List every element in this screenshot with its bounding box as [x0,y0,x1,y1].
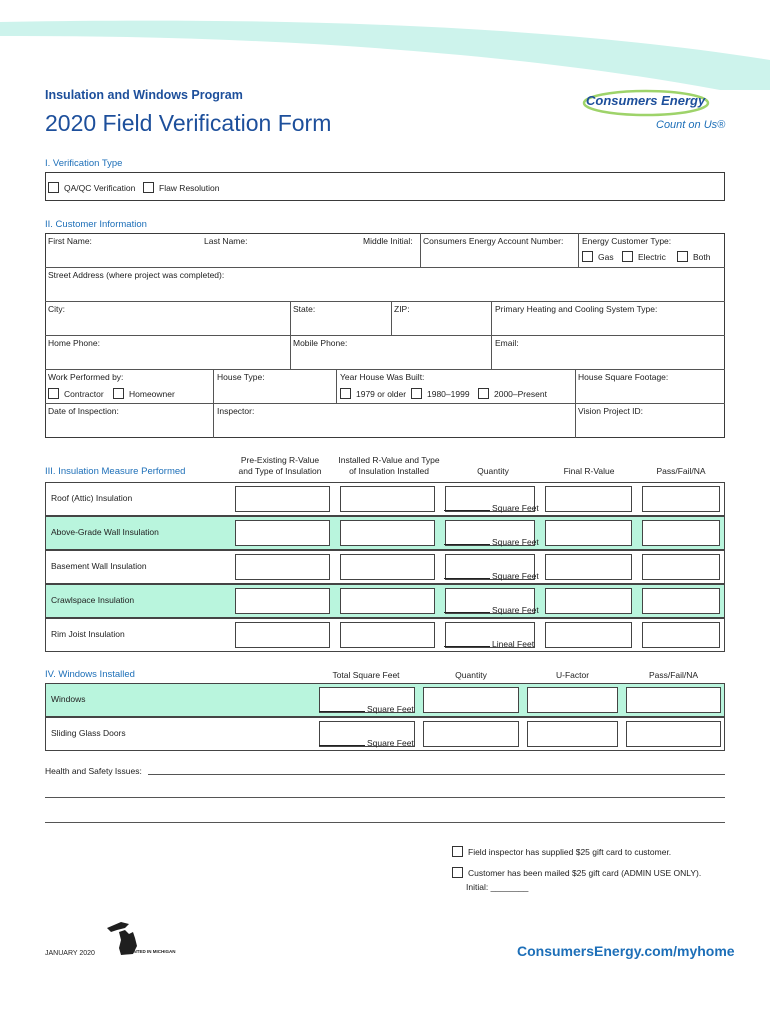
year-2000-checkbox[interactable] [478,388,489,399]
col-final-r-value: Final R-Value [563,466,615,476]
heating-system-field[interactable]: Primary Heating and Cooling System Type: [495,304,658,314]
gas-checkbox[interactable] [582,251,593,262]
insulation-row-label: Basement Wall Insulation [51,561,147,571]
windows-row-label: Sliding Glass Doors [51,728,126,738]
street-address-field[interactable]: Street Address (where project was completed): [48,270,225,280]
vision-project-id-field[interactable]: Vision Project ID: [578,406,644,416]
windows-sqft-unit [319,704,414,714]
inspection-date-field[interactable]: Date of Inspection: [48,406,119,416]
homeowner-label: Homeowner [129,389,175,399]
state-field[interactable]: State: [293,304,316,314]
footer-date: JANUARY 2020 [45,950,95,957]
gift-supplied-label: Field inspector has supplied $25 gift card to customer. [468,847,672,857]
flaw-resolution-label: Flaw Resolution [159,183,220,193]
health-safety-line-1[interactable] [148,774,725,775]
type-electric-option[interactable] [622,251,666,262]
year-1979-option[interactable] [340,388,406,399]
year-1980-label: 1980–1999 [427,389,470,399]
col-window-pass-fail: Pass/Fail/NA [648,670,699,680]
windows-input-cell[interactable] [423,721,519,747]
insulation-input-cell[interactable] [545,520,632,546]
first-name-field[interactable]: First Name: [48,236,92,246]
insulation-unit-label: Square Feet [492,605,539,615]
middle-initial-field[interactable]: Middle Initial: [363,236,413,246]
windows-input-cell[interactable] [626,721,721,747]
insulation-quantity-unit [444,605,539,615]
email-field[interactable]: Email: [495,338,519,348]
year-1979-label: 1979 or older [356,389,407,399]
insulation-unit-label: Square Feet [492,571,539,581]
insulation-input-cell[interactable] [545,486,632,512]
contractor-label: Contractor [64,389,104,399]
insulation-row-label: Above-Grade Wall Insulation [51,527,159,537]
customer-type-label: Energy Customer Type: [582,236,672,246]
insulation-input-cell[interactable] [340,520,435,546]
city-field[interactable]: City: [48,304,65,314]
electric-checkbox[interactable] [622,251,633,262]
windows-input-cell[interactable] [626,687,721,713]
contractor-checkbox[interactable] [48,388,59,399]
insulation-input-cell[interactable] [340,554,435,580]
insulation-input-cell[interactable] [340,588,435,614]
house-sqft-field[interactable]: House Square Footage: [578,372,669,382]
col-pass-fail: Pass/Fail/NA [656,466,706,476]
footer-url-link[interactable]: ConsumersEnergy.com/myhome [517,943,735,959]
insulation-quantity-unit [444,537,539,547]
col-quantity: Quantity [477,466,509,476]
gift-card-mailed-option[interactable] [452,867,701,878]
zip-field[interactable]: ZIP: [394,304,410,314]
qa-qc-checkbox[interactable] [48,182,59,193]
health-safety-line-3[interactable] [45,822,725,823]
year-1980-checkbox[interactable] [411,388,422,399]
qa-qc-option[interactable] [48,182,135,193]
insulation-input-cell[interactable] [642,520,720,546]
type-gas-option[interactable] [582,251,614,262]
insulation-input-cell[interactable] [642,554,720,580]
consumers-energy-logo [580,84,725,136]
contractor-option[interactable] [48,388,104,399]
homeowner-option[interactable] [113,388,175,399]
house-type-field[interactable]: House Type: [217,372,265,382]
windows-sqft-unit [319,738,414,748]
col-window-quantity: Quantity [455,670,487,680]
section-verification-type: I. Verification Type [45,158,123,169]
col-pre-existing-line2: and Type of Insulation [238,466,322,476]
insulation-input-cell[interactable] [235,588,330,614]
insulation-row-label: Crawlspace Insulation [51,595,135,605]
insulation-input-cell[interactable] [545,588,632,614]
insulation-row-label: Roof (Attic) Insulation [51,493,133,503]
gift-supplied-checkbox[interactable] [452,846,463,857]
electric-label: Electric [638,252,666,262]
col-installed [335,455,443,477]
header-swoosh [0,0,770,90]
both-label: Both [693,252,711,262]
windows-input-cell[interactable] [423,687,519,713]
insulation-unit-label: Square Feet [492,537,539,547]
last-name-field[interactable]: Last Name: [204,236,248,246]
windows-row-label: Windows [51,694,86,704]
insulation-input-cell[interactable] [235,520,330,546]
insulation-input-cell[interactable] [340,486,435,512]
year-2000-option[interactable] [478,388,547,399]
insulation-input-cell[interactable] [545,622,632,648]
year-built-label: Year House Was Built: [340,372,425,382]
gift-card-supplied-option[interactable] [452,846,671,857]
program-name: Insulation and Windows Program [45,88,243,102]
logo-wordmark: Consumers Energy [586,93,706,108]
col-pre-existing [230,455,330,477]
section-customer-info: II. Customer Information [45,219,147,230]
home-phone-field[interactable]: Home Phone: [48,338,100,348]
insulation-input-cell[interactable] [545,554,632,580]
mobile-phone-field[interactable]: Mobile Phone: [293,338,348,348]
both-checkbox[interactable] [677,251,688,262]
insulation-quantity-unit [444,503,539,513]
printed-note: PRINTED IN MICHIGAN [126,949,176,954]
insulation-quantity-unit [444,571,539,581]
health-safety-line-2[interactable] [45,797,725,798]
type-both-option[interactable] [677,251,711,262]
qa-qc-label: QA/QC Verification [64,183,136,193]
health-safety-label: Health and Safety Issues: [45,766,142,776]
flaw-resolution-checkbox[interactable] [143,182,154,193]
work-performed-label: Work Performed by: [48,372,124,382]
insulation-input-cell[interactable] [642,622,720,648]
col-u-factor: U-Factor [555,670,590,680]
account-number-field[interactable]: Consumers Energy Account Number: [423,236,564,246]
gift-mailed-label: Customer has been mailed $25 gift card (ADMIN USE ONLY). [468,868,702,878]
insulation-input-cell[interactable] [235,486,330,512]
windows-unit-label: Square Feet [367,738,414,748]
insulation-input-cell[interactable] [235,622,330,648]
inspector-field[interactable]: Inspector: [217,406,255,416]
col-installed-line2: of Insulation Installed [349,466,429,476]
insulation-row-label: Rim Joist Insulation [51,629,125,639]
insulation-unit-label: Lineal Feet [492,639,535,649]
col-pre-existing-line1: Pre-Existing R-Value [240,455,320,465]
flaw-resolution-option[interactable] [143,182,219,193]
insulation-input-cell[interactable] [642,588,720,614]
section-windows: IV. Windows Installed [45,669,135,680]
insulation-input-cell[interactable] [235,554,330,580]
year-1979-checkbox[interactable] [340,388,351,399]
insulation-input-cell[interactable] [642,486,720,512]
homeowner-checkbox[interactable] [113,388,124,399]
page-title: 2020 Field Verification Form [45,110,332,136]
windows-input-cell[interactable] [527,687,618,713]
col-installed-line1: Installed R-Value and Type [338,455,440,465]
year-1980-option[interactable] [411,388,470,399]
section-insulation: III. Insulation Measure Performed [45,466,186,477]
initial-field[interactable]: Initial: ________ [466,882,529,892]
insulation-input-cell[interactable] [340,622,435,648]
windows-unit-label: Square Feet [367,704,414,714]
logo-tagline: Count on Us® [656,119,726,131]
insulation-unit-label: Square Feet [492,503,539,513]
gift-mailed-checkbox[interactable] [452,867,463,878]
col-total-sqft: Total Square Feet [332,670,400,680]
windows-input-cell[interactable] [527,721,618,747]
insulation-quantity-unit [444,639,534,649]
gas-label: Gas [598,252,614,262]
year-2000-label: 2000–Present [494,389,547,399]
